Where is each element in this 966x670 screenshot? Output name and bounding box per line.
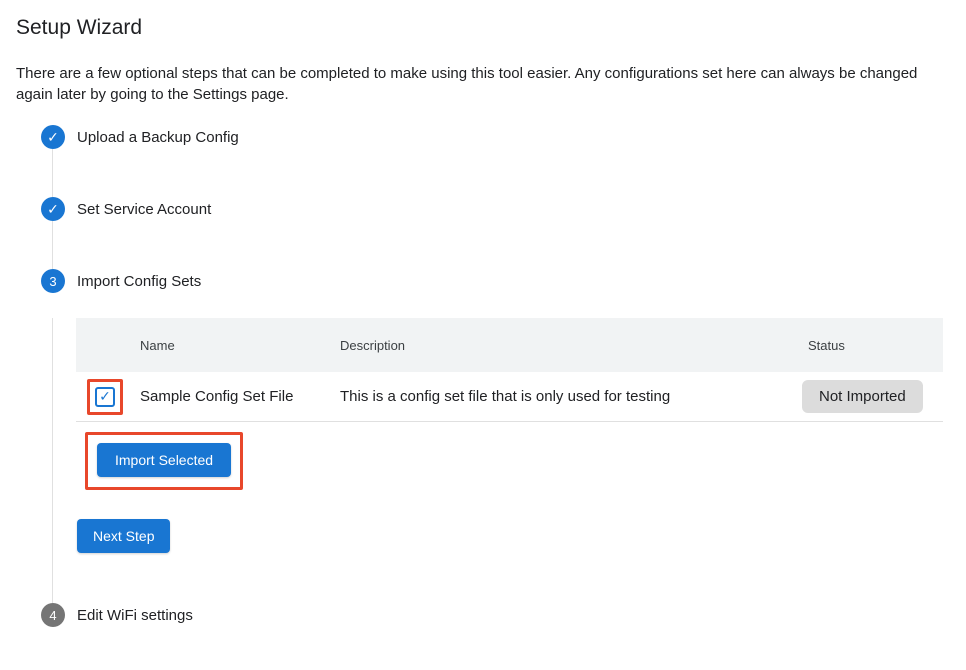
column-header-status: Status (808, 337, 845, 353)
step-number: 3 (49, 273, 57, 289)
setup-wizard-page (0, 14, 966, 627)
step-header (41, 269, 950, 293)
step-header (41, 197, 950, 221)
step-label: Import Config Sets (77, 272, 202, 290)
step-completed-icon (41, 125, 65, 149)
config-set-name: Sample Config Set File (140, 388, 294, 405)
table-row (76, 372, 943, 422)
column-header-name: Name (140, 337, 175, 353)
annotation-highlight-import-button (85, 432, 243, 490)
config-set-checkbox[interactable] (95, 387, 115, 407)
step-set-service-account (16, 197, 950, 269)
step-connector (52, 221, 950, 269)
page-description: There are a few optional steps that can be completed to make using this tool easier. Any configurations set here can always be changed again later by going to the Settings page. (16, 65, 918, 103)
step-header (41, 603, 950, 627)
step-label: Edit WiFi settings (77, 606, 193, 624)
checkbox-cell (76, 379, 140, 415)
step-header (41, 125, 950, 149)
check-icon: ✓ (47, 201, 59, 217)
setup-stepper (16, 125, 950, 627)
step-content (52, 318, 950, 603)
page-title: Setup Wizard (16, 16, 143, 39)
step-connector (52, 149, 950, 197)
status-badge: Not Imported (802, 380, 923, 413)
step-number-icon (41, 603, 65, 627)
step-import-config-sets (16, 269, 950, 603)
step-number-icon (41, 269, 65, 293)
step-label: Upload a Backup Config (77, 128, 239, 146)
import-selected-button[interactable]: Import Selected (97, 443, 231, 477)
table-header-row (76, 318, 943, 372)
checkbox-check-icon: ✓ (99, 388, 111, 404)
check-icon: ✓ (47, 129, 59, 145)
step-upload-backup-config (16, 125, 950, 197)
column-header-description: Description (340, 337, 406, 353)
step-label: Set Service Account (77, 200, 212, 218)
step-completed-icon (41, 197, 65, 221)
config-sets-table (76, 318, 943, 422)
status-cell (802, 380, 943, 413)
step-edit-wifi-settings (16, 603, 950, 627)
step-number: 4 (49, 607, 57, 623)
config-set-description: This is a config set file that is only used for testing (340, 388, 671, 405)
annotation-highlight-checkbox (87, 379, 123, 415)
next-step-button[interactable]: Next Step (77, 519, 170, 553)
